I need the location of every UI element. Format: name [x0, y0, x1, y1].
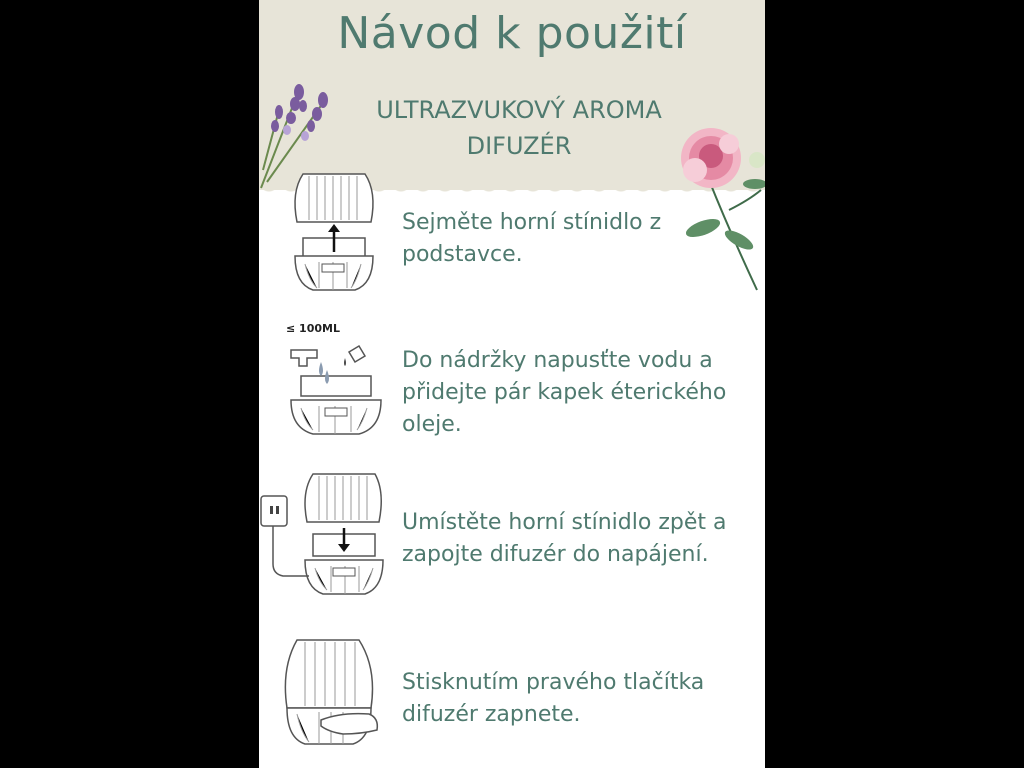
step-3-text: Umístěte horní stínidlo zpět a zapojte difuzér do napájení.: [402, 510, 727, 567]
diffuser-fill-water-icon: [287, 336, 387, 436]
diffuser-lift-shade-icon: [289, 172, 379, 294]
page-title: Návod k použití: [337, 8, 687, 59]
water-limit-label: ≤ 100ML: [286, 322, 340, 335]
step-1-text: Sejměte horní stínidlo z podstavce.: [402, 210, 662, 267]
instruction-card: [259, 0, 765, 768]
step-2-text: Do nádržky napusťte vodu a přidejte pár kapek éterického oleje.: [402, 348, 727, 437]
page-subtitle: ULTRAZVUKOVÝ AROMA DIFUZÉR: [376, 96, 662, 160]
diffuser-plug-in-icon: [259, 472, 389, 596]
step-4-text: Stisknutím pravého tlačítka difuzér zapnete.: [402, 670, 705, 727]
diffuser-press-button-icon: [281, 638, 381, 748]
